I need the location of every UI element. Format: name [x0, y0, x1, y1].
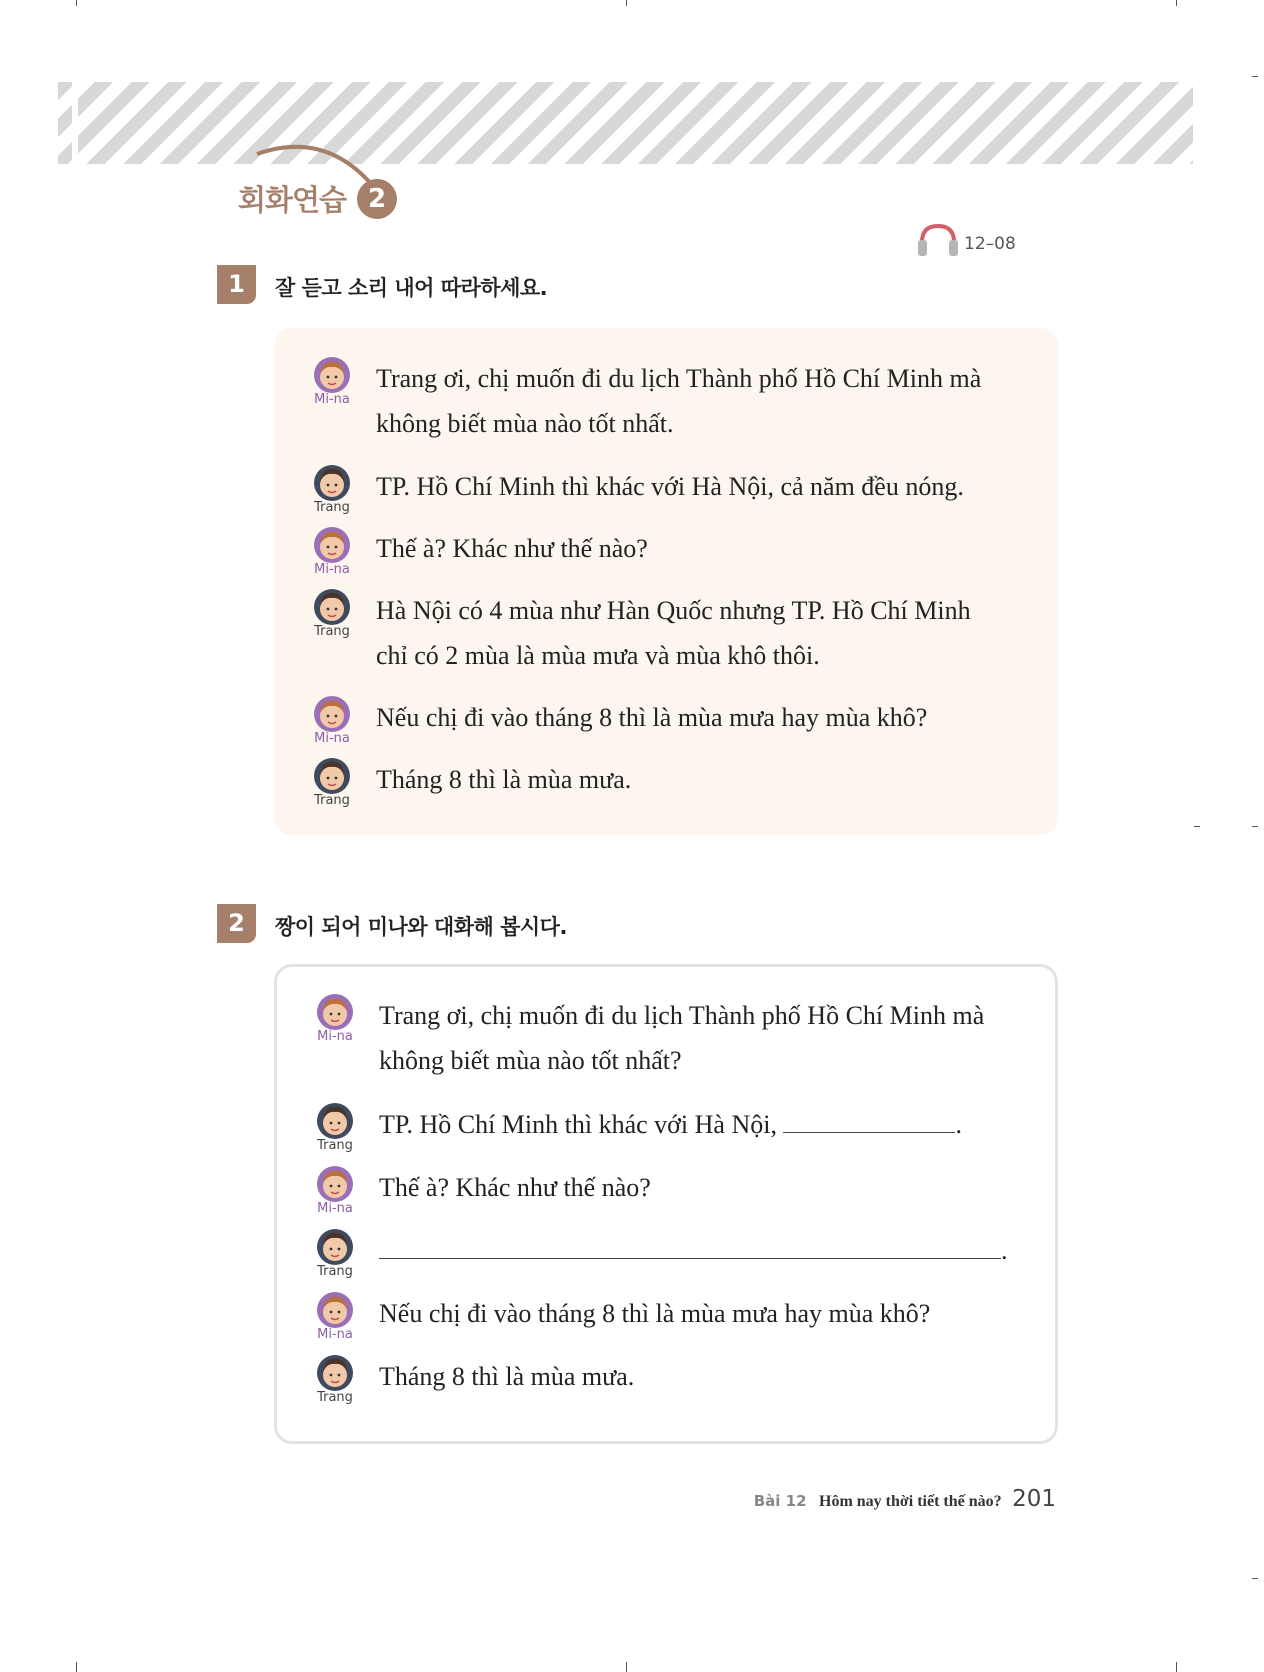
dialogue-text-line: Tháng 8 thì là mùa mưa. [376, 765, 632, 794]
dialogue-box-2 [274, 964, 1058, 1444]
speaker-name: Mi-na [314, 392, 350, 407]
crop-mark [1176, 0, 1177, 6]
answer-blank-short[interactable] [783, 1102, 955, 1133]
dialogue-text-line: chỉ có 2 mùa là mùa mưa và mùa khô thôi. [376, 641, 820, 670]
speaker-avatar-mina [310, 526, 354, 577]
speaker-avatar-trang [313, 1228, 357, 1279]
section-number-badge: 2 [357, 179, 397, 219]
section-title: 회화연습 [238, 183, 347, 217]
trang-face-icon [313, 757, 351, 795]
speaker-avatar-trang [313, 1102, 357, 1153]
page-footer [754, 1486, 1056, 1512]
crop-mark [76, 0, 77, 6]
speaker-avatar-mina [313, 993, 357, 1044]
trang-face-icon [316, 1228, 354, 1266]
audio-track-code: 12–08 [964, 234, 1016, 254]
mina-face-icon [316, 1165, 354, 1203]
crop-mark [1252, 1578, 1258, 1579]
header-stripe-band [58, 82, 1193, 164]
speaker-avatar-trang [310, 757, 354, 808]
speaker-avatar-trang [310, 588, 354, 639]
exercise-instruction-1: 잘 듣고 소리 내어 따라하세요. [275, 276, 548, 300]
speaker-name: Trang [314, 793, 350, 808]
dialogue-text-line: Thế à? Khác như thế nào? [376, 534, 648, 563]
dialogue-text [376, 356, 1026, 446]
speaker-name: Trang [314, 500, 350, 515]
dialogue-text-line: Hà Nội có 4 mùa như Hàn Quốc nhưng TP. Hồ Chí Minh [376, 596, 971, 625]
trang-face-icon [316, 1102, 354, 1140]
speaker-name: Trang [314, 624, 350, 639]
speaker-avatar-mina [310, 356, 354, 407]
dialogue-text [376, 757, 1026, 802]
dialogue-box-1 [274, 328, 1058, 835]
answer-blank-long[interactable] [379, 1228, 1001, 1259]
dialogue-text-line: Trang ơi, chị muốn đi du lịch Thành phố Hồ Chí Minh mà [376, 364, 982, 393]
speaker-name: Mi-na [314, 731, 350, 746]
dialogue-text [379, 1291, 1029, 1336]
crop-mark [1176, 1662, 1177, 1672]
mina-face-icon [313, 526, 351, 564]
crop-mark [76, 1662, 77, 1672]
dialogue-text [376, 695, 1026, 740]
exercise-instruction-2: 짱이 되어 미나와 대화해 봅시다. [275, 915, 567, 939]
dialogue-text-line: không biết mùa nào tốt nhất. [376, 409, 674, 438]
speaker-name: Mi-na [317, 1029, 353, 1044]
mina-face-icon [316, 993, 354, 1031]
trang-face-icon [313, 588, 351, 626]
dialogue-text [379, 1354, 1029, 1399]
blank-end-punctuation: . [1001, 1236, 1008, 1265]
dialogue-text-line: Trang ơi, chị muốn đi du lịch Thành phố Hồ Chí Minh mà [379, 1001, 985, 1030]
trang-face-icon [316, 1354, 354, 1392]
dialogue-text-line: Thế à? Khác như thế nào? [379, 1173, 651, 1202]
crop-mark [1252, 76, 1258, 77]
dialogue-text [379, 1165, 1029, 1210]
mina-face-icon [313, 356, 351, 394]
exercise-number-1: 1 [217, 265, 256, 304]
speaker-name: Mi-na [317, 1201, 353, 1216]
speaker-name: Trang [317, 1390, 353, 1405]
dialogue-text [379, 1102, 1029, 1147]
dialogue-text [376, 588, 1026, 678]
crop-mark [1252, 826, 1258, 827]
blank-end-punctuation: . [955, 1110, 962, 1139]
dialogue-text-line: không biết mùa nào tốt nhất? [379, 1046, 682, 1075]
dialogue-text-line: Nếu chị đi vào tháng 8 thì là mùa mưa hay mùa khô? [376, 703, 928, 732]
dialogue-text [379, 993, 1029, 1083]
speaker-name: Trang [317, 1138, 353, 1153]
page-number: 201 [1012, 1486, 1056, 1512]
speaker-avatar-mina [310, 695, 354, 746]
crop-mark [626, 1662, 627, 1672]
footer-lesson-label: Bài 12 [753, 1492, 807, 1510]
crop-mark [626, 0, 627, 6]
speaker-avatar-mina [313, 1165, 357, 1216]
dialogue-text-line: Nếu chị đi vào tháng 8 thì là mùa mưa hay mùa khô? [379, 1299, 931, 1328]
speaker-avatar-trang [310, 464, 354, 515]
dialogue-text-line: Tháng 8 thì là mùa mưa. [379, 1362, 635, 1391]
trang-face-icon [313, 464, 351, 502]
dialogue-text [376, 464, 1026, 509]
mina-face-icon [313, 695, 351, 733]
speaker-name: Trang [317, 1264, 353, 1279]
dialogue-text-line: TP. Hồ Chí Minh thì khác với Hà Nội, cả năm đều nóng. [376, 472, 964, 501]
speaker-name: Mi-na [317, 1327, 353, 1342]
speaker-avatar-trang [313, 1354, 357, 1405]
speaker-avatar-mina [313, 1291, 357, 1342]
crop-mark [1194, 826, 1200, 827]
mina-face-icon [316, 1291, 354, 1329]
footer-lesson-title: Hôm nay thời tiết thế nào? [819, 1493, 1002, 1510]
dialogue-text [376, 526, 1026, 571]
exercise-number-2: 2 [217, 904, 256, 943]
dialogue-text [379, 1228, 1029, 1273]
speaker-name: Mi-na [314, 562, 350, 577]
headphones-icon[interactable] [916, 222, 960, 258]
dialogue-text-line: TP. Hồ Chí Minh thì khác với Hà Nội, [379, 1110, 777, 1139]
